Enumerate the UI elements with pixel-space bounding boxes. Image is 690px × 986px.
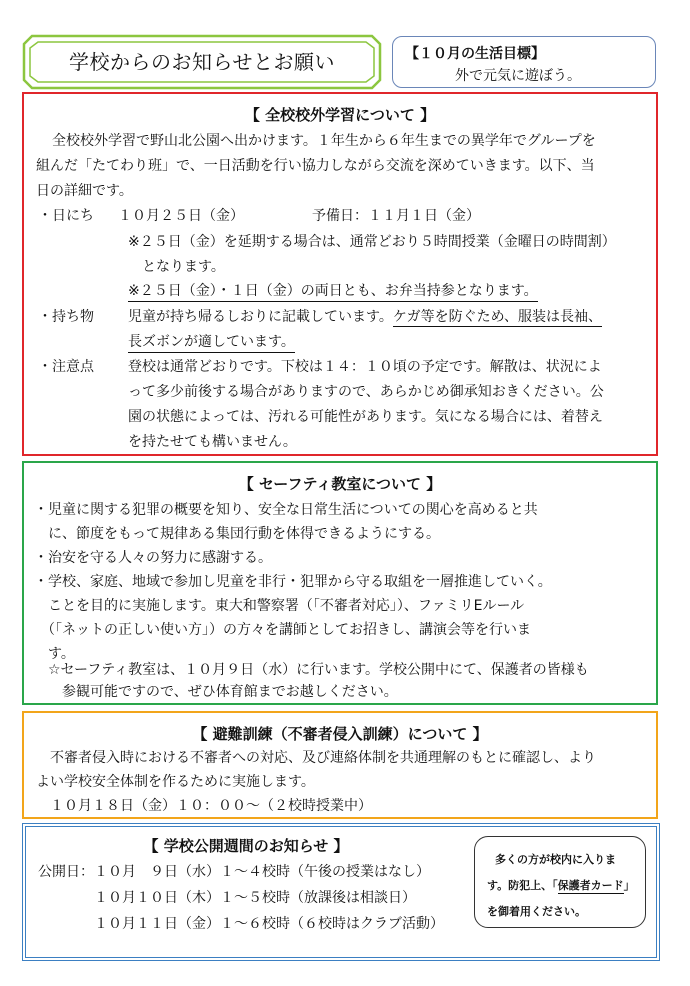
safety-line: に、節度をもって規律ある集団行動を体得できるようにする。 — [34, 526, 440, 542]
callout-text: す。防犯上、「 — [487, 879, 558, 892]
callout-line: を御着用ください。 — [487, 905, 586, 918]
intro-line: 組んだ「たてわり班」で、一日活動を行い協力しながら交流を深めていきます。以下、当 — [36, 158, 595, 174]
postpone-note: ※２５日（金）を延期する場合は、通常どおり５時間授業（金曜日の時間割） — [128, 234, 616, 250]
monthly-goal-box — [392, 36, 656, 88]
notes-line: 園の状態によっては、汚れる可能性があります。気になる場合には、着替え — [128, 409, 603, 425]
section-title: 【 避難訓練（不審者侵入訓練）について 】 — [192, 725, 488, 743]
open-day: １０月１１日（金）１～６校時（６校時はクラブ活動） — [94, 916, 444, 932]
callout-text: 」 — [623, 879, 635, 892]
drill-line: よい学校安全体制を作るために実施します。 — [36, 774, 315, 790]
outdoor-learning-section — [22, 92, 658, 456]
safety-line: ・学校、家庭、地域で参加し児童を非行・犯罪から守る取組を一層推進していく。 — [34, 574, 552, 590]
drill-date: １０月１８日（金）１０：００～（２校時授業中） — [50, 798, 372, 814]
drill-line: 不審者侵入時における不審者への対応、及び連絡体制を共通理解のもとに確認し、より — [50, 750, 596, 766]
notes-line: 登校は通常どおりです。下校は１４：１０頃の予定です。解散は、状況によ — [128, 359, 602, 375]
date-label: ・日にち — [38, 208, 94, 224]
header-banner — [22, 34, 382, 90]
guardian-card-callout — [474, 836, 646, 928]
open-day: 公開日：１０月 ９日（水）１～４校時（午後の授業はなし） — [38, 864, 430, 880]
goal-text: 外で元気に遊ぼう。 — [455, 68, 581, 84]
safety-line: ・治安を守る人々の努力に感謝する。 — [34, 550, 272, 566]
section-title: 【 全校校外学習について 】 — [244, 106, 436, 124]
intro-line: 全校校外学習で野山北公園へ出かけます。１年生から６年生までの異学年でグループを — [52, 133, 596, 149]
intro-line: 日の詳細です。 — [36, 183, 133, 199]
items-label: ・持ち物 — [38, 309, 94, 325]
safety-line: （「ネットの正しい使い方」）の方々を講師としてお招きし、講演会等を行いま — [34, 622, 531, 638]
postpone-note-cont: となります。 — [142, 259, 225, 275]
guardian-card-text: 保護者カード — [557, 879, 624, 892]
items-text-a: 児童が持ち帰るしおりに記載しています。 — [128, 309, 393, 325]
callout-line — [487, 877, 635, 893]
page-title: 学校からのお知らせとお願い — [69, 50, 335, 74]
reserve-date: 予備日：１１月１日（金） — [312, 208, 480, 224]
safety-line: す。 — [34, 646, 75, 662]
safety-line: ・児童に関する犯罪の概要を知り、安全な日常生活についての関心を高めると共 — [34, 502, 538, 518]
notes-line: って多少前後する場合がありますので、あらかじめ御承知おきください。公 — [128, 384, 604, 400]
notes-label: ・注意点 — [38, 359, 94, 375]
date-value: １０月２５日（金） — [118, 208, 244, 224]
open-day: １０月１０日（木）１～５校時（放課後は相談日） — [94, 890, 416, 906]
lunch-note: ※２５日（金）・１日（金）の両日とも、お弁当持参となります。 — [128, 280, 538, 302]
notes-line: を持たせても構いません。 — [128, 434, 297, 450]
safety-date-note: ☆セーフティ教室は、１０月９日（水）に行います。学校公開中にて、保護者の皆様も — [34, 662, 589, 678]
items-text — [128, 306, 602, 326]
section-title: 【 学校公開週間のお知らせ 】 — [143, 837, 349, 855]
safety-date-note-cont: 参観可能ですので、ぜひ体育館までお越しください。 — [34, 684, 398, 700]
safety-line: ことを目的に実施します。東大和警察署（「不審者対応」）、ファミリEルール — [34, 598, 525, 614]
items-text-cont: 長ズボンが適しています。 — [128, 331, 295, 353]
callout-line: 多くの方が校内に入りま — [495, 853, 616, 866]
goal-heading: 【１０月の生活目標】 — [405, 46, 545, 62]
section-title: 【 セーフティ教室について 】 — [238, 475, 442, 493]
items-text-underlined: ケガ等を防ぐため、服装は長袖、 — [392, 309, 603, 325]
evacuation-drill-section — [22, 711, 658, 819]
safety-class-section — [22, 461, 658, 705]
